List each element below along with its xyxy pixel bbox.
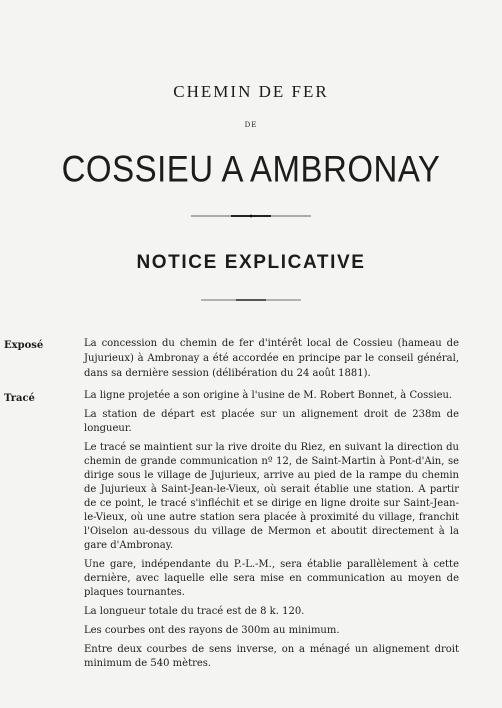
- paragraph: Entre deux courbes de sens inverse, on a ménagé un alignement droit minimum de 540 mètres.: [84, 644, 459, 669]
- section-label-trace: Tracé: [4, 393, 35, 404]
- paragraph: La ligne projetée a son origine à l'usine de M. Robert Bonnet, à Cossieu.: [84, 390, 453, 401]
- paragraph: Les courbes ont des rayons de 300m au minimum.: [84, 625, 340, 636]
- section-label-expose: Exposé: [4, 340, 44, 351]
- paragraph: La station de départ est placée sur un alignement droit de 238m de longueur.: [84, 409, 459, 434]
- notice-heading: NOTICE EXPLICATIVE: [136, 252, 366, 273]
- title-line-3: COSSIEU A AMBRONAY: [61, 147, 441, 190]
- paragraph: La concession du chemin de fer d'intérêt local de Cossieu (hameau de Jujurieux) à Ambronay a été accordée en principe par le conseil général, dans sa dernière session (délibération du 24 août 1881).: [84, 338, 459, 379]
- section-text-trace: [84, 389, 459, 676]
- ornamental-rule-bottom: [0, 297, 502, 303]
- paragraph: Une gare, indépendante du P.-L.-M., sera établie parallèlement à cette dernière, avec laquelle elle sera mise en communication au moyen de plaques tournantes.: [84, 559, 459, 598]
- section-text-expose: [84, 336, 459, 385]
- title-line-2: DE: [244, 121, 258, 129]
- title-line-1: CHEMIN DE FER: [173, 82, 329, 101]
- paragraph: Le tracé se maintient sur la rive droite du Riez, en suivant la direction du chemin de grande communication nº 12, de Saint-Martin à Pont-d'Ain, se dirige sous le village de Jujurieux, arrive au pied de la rampe du chemin de Jujurieux à Saint-Jean-le-Vieux, où serait établie une station. A partir de ce point, le tracé s'infléchit et se dirige en ligne droite sur Saint-Jean-le-Vieux, où une autre station sera placée à proximité du village, franchit l'Oiselon au-dessous du village de Mermon et aboutit directement à la gare d'Ambronay.: [84, 442, 459, 551]
- ornamental-rule-top: [0, 213, 502, 219]
- paragraph: La longueur totale du tracé est de 8 k. 120.: [84, 606, 305, 617]
